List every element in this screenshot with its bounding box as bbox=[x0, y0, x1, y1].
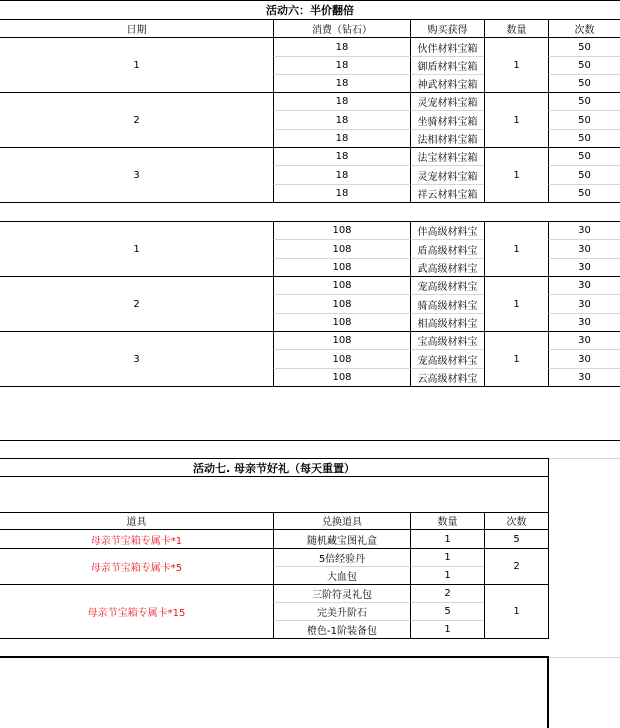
table-row-times[interactable]: 30 bbox=[548, 369, 620, 387]
a7-times[interactable]: 2 bbox=[484, 549, 549, 585]
a7-qty[interactable]: 1 bbox=[410, 530, 484, 549]
group-qty[interactable]: 1 bbox=[484, 222, 548, 277]
a7-exchange[interactable]: 大血包 bbox=[273, 567, 410, 585]
empty-row bbox=[0, 441, 620, 459]
a7-qty[interactable]: 1 bbox=[410, 621, 484, 639]
group-day[interactable]: 1 bbox=[0, 38, 273, 93]
table-row-times[interactable]: 50 bbox=[548, 185, 620, 203]
a7-exchange[interactable]: 橙色-1阶装备包 bbox=[273, 621, 410, 639]
table-row-item[interactable]: 武高级材料宝 bbox=[410, 259, 484, 277]
table-row-item[interactable]: 骑高级材料宝 bbox=[410, 295, 484, 314]
group-qty[interactable]: 1 bbox=[484, 148, 548, 203]
table-row-item[interactable]: 伙伴材料宝箱 bbox=[410, 38, 484, 57]
header-item[interactable]: 购买获得 bbox=[410, 20, 484, 38]
table-row-item[interactable]: 云高级材料宝 bbox=[410, 369, 484, 387]
table-row-times[interactable]: 30 bbox=[548, 259, 620, 277]
table-row-cost[interactable]: 108 bbox=[273, 295, 410, 314]
group-qty[interactable]: 1 bbox=[484, 93, 548, 148]
table-row-cost[interactable]: 18 bbox=[273, 111, 410, 130]
a7-exchange[interactable]: 5倍经验丹 bbox=[273, 549, 410, 567]
table-row-cost[interactable]: 18 bbox=[273, 38, 410, 57]
a7-header-exchange[interactable]: 兑换道具 bbox=[273, 512, 410, 530]
a7-header-times[interactable]: 次数 bbox=[484, 512, 549, 530]
group-qty[interactable]: 1 bbox=[484, 332, 548, 387]
group-day[interactable]: 2 bbox=[0, 93, 273, 148]
spacer-row bbox=[0, 203, 620, 222]
a7-exchange[interactable]: 三阶符灵礼包 bbox=[273, 585, 410, 603]
group-day[interactable]: 1 bbox=[0, 222, 273, 277]
activity7-title[interactable]: 活动七. 母亲节好礼（每天重置） bbox=[0, 458, 549, 477]
table-row-cost[interactable]: 18 bbox=[273, 57, 410, 75]
table-row-times[interactable]: 30 bbox=[548, 332, 620, 350]
table-row-item[interactable]: 灵宠材料宝箱 bbox=[410, 166, 484, 185]
a7-qty[interactable]: 1 bbox=[410, 567, 484, 585]
a7-card[interactable]: 母亲节宝箱专属卡*1 bbox=[0, 530, 273, 549]
table-row-item[interactable]: 神武材料宝箱 bbox=[410, 75, 484, 93]
table-row-item[interactable]: 灵宠材料宝箱 bbox=[410, 93, 484, 111]
table-row-times[interactable]: 30 bbox=[548, 314, 620, 332]
table-row-cost[interactable]: 18 bbox=[273, 93, 410, 111]
group-qty[interactable]: 1 bbox=[484, 277, 548, 332]
a7-qty[interactable]: 2 bbox=[410, 585, 484, 603]
table-row-item[interactable]: 宠高级材料宝 bbox=[410, 350, 484, 369]
header-qty[interactable]: 数量 bbox=[484, 20, 548, 38]
a7-qty[interactable]: 5 bbox=[410, 603, 484, 621]
table-row-item[interactable]: 盾高级材料宝 bbox=[410, 240, 484, 259]
table-row-cost[interactable]: 108 bbox=[273, 277, 410, 295]
group-qty[interactable]: 1 bbox=[484, 38, 548, 93]
activity6-title[interactable]: 活动六：半价翻倍 bbox=[0, 0, 620, 20]
a7-header-item[interactable]: 道具 bbox=[0, 512, 273, 530]
table-row-cost[interactable]: 108 bbox=[273, 350, 410, 369]
table-row-cost[interactable]: 18 bbox=[273, 185, 410, 203]
table-row-item[interactable]: 御盾材料宝箱 bbox=[410, 57, 484, 75]
empty-block bbox=[0, 386, 620, 441]
table-row-cost[interactable]: 108 bbox=[273, 259, 410, 277]
table-row-times[interactable]: 30 bbox=[548, 222, 620, 240]
activity7-empty-block bbox=[0, 477, 549, 513]
table-row-cost[interactable]: 108 bbox=[273, 314, 410, 332]
group-day[interactable]: 2 bbox=[0, 277, 273, 332]
table-row-times[interactable]: 30 bbox=[548, 240, 620, 259]
table-row-item[interactable]: 宝高级材料宝 bbox=[410, 332, 484, 350]
group-day[interactable]: 3 bbox=[0, 148, 273, 203]
a7-header-qty[interactable]: 数量 bbox=[410, 512, 484, 530]
a7-qty[interactable]: 1 bbox=[410, 549, 484, 567]
table-row-cost[interactable]: 18 bbox=[273, 130, 410, 148]
table-row-times[interactable]: 30 bbox=[548, 350, 620, 369]
header-times[interactable]: 次数 bbox=[548, 20, 620, 38]
a7-exchange[interactable]: 随机藏宝图礼盒 bbox=[273, 530, 410, 549]
table-row-times[interactable]: 50 bbox=[548, 75, 620, 93]
table-row-cost[interactable]: 18 bbox=[273, 148, 410, 166]
bottom-empty-block bbox=[0, 656, 549, 728]
a7-exchange[interactable]: 完美升阶石 bbox=[273, 603, 410, 621]
table-row-times[interactable]: 50 bbox=[548, 130, 620, 148]
table-row-times[interactable]: 30 bbox=[548, 295, 620, 314]
table-row-cost[interactable]: 18 bbox=[273, 166, 410, 185]
a7-times[interactable]: 5 bbox=[484, 530, 549, 549]
header-date[interactable]: 日期 bbox=[0, 20, 273, 38]
a7-card[interactable]: 母亲节宝箱专属卡*5 bbox=[0, 549, 273, 585]
table-row-times[interactable]: 50 bbox=[548, 38, 620, 57]
table-row-item[interactable]: 伴高级材料宝 bbox=[410, 222, 484, 240]
table-row-item[interactable]: 法相材料宝箱 bbox=[410, 130, 484, 148]
a7-card[interactable]: 母亲节宝箱专属卡*15 bbox=[0, 585, 273, 639]
table-row-cost[interactable]: 108 bbox=[273, 222, 410, 240]
table-row-times[interactable]: 50 bbox=[548, 166, 620, 185]
table-row-cost[interactable]: 108 bbox=[273, 369, 410, 387]
header-cost[interactable]: 消费（钻石） bbox=[273, 20, 410, 38]
table-row-times[interactable]: 50 bbox=[548, 111, 620, 130]
table-row-cost[interactable]: 108 bbox=[273, 240, 410, 259]
table-row-cost[interactable]: 18 bbox=[273, 75, 410, 93]
table-row-item[interactable]: 祥云材料宝箱 bbox=[410, 185, 484, 203]
group-day[interactable]: 3 bbox=[133, 354, 140, 365]
table-row-item[interactable]: 宠高级材料宝 bbox=[410, 277, 484, 295]
table-row-item[interactable]: 相高级材料宝 bbox=[410, 314, 484, 332]
a7-times[interactable]: 1 bbox=[484, 585, 549, 639]
table-row-times[interactable]: 50 bbox=[548, 57, 620, 75]
table-row-times[interactable]: 30 bbox=[548, 277, 620, 295]
table-row-item[interactable]: 法宝材料宝箱 bbox=[410, 148, 484, 166]
table-row-item[interactable]: 坐骑材料宝箱 bbox=[410, 111, 484, 130]
table-row-times[interactable]: 50 bbox=[548, 148, 620, 166]
table-row-times[interactable]: 50 bbox=[548, 93, 620, 111]
table-row-cost[interactable]: 108 bbox=[273, 332, 410, 350]
